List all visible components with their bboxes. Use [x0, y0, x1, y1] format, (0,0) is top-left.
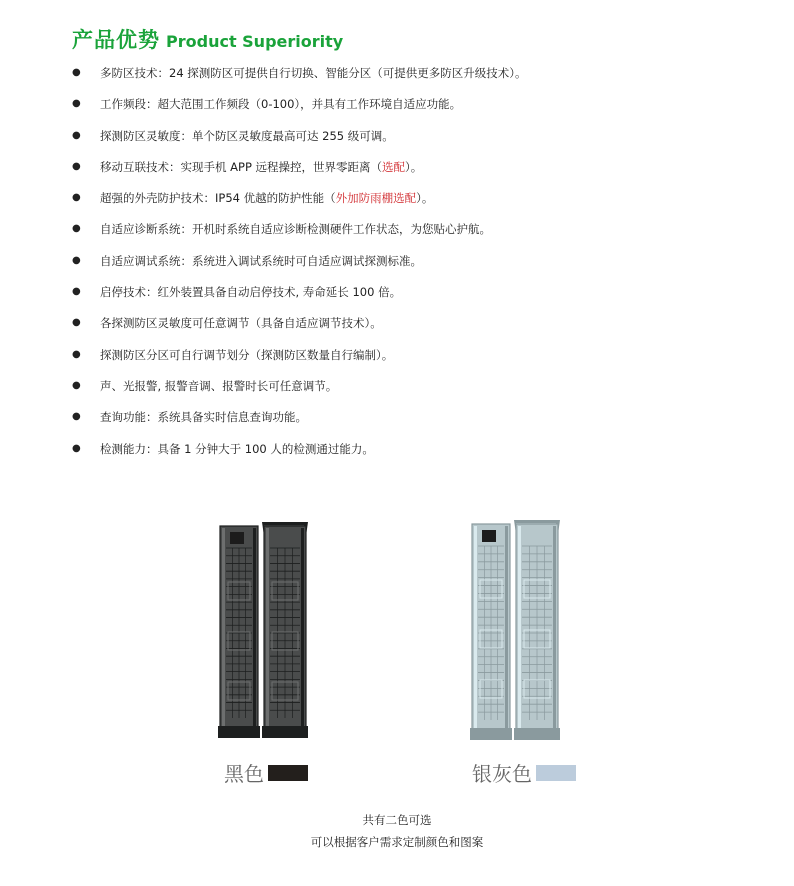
list-item: [72, 406, 527, 437]
product-image-black: [218, 522, 318, 740]
list-item: [72, 93, 527, 124]
feature-text: 工作频段：超大范围工作频段（0-100），并具有工作环境自适应功能。: [100, 97, 462, 112]
footer-line-2: 可以根据客户需求定制颜色和图案: [310, 835, 484, 849]
color-name: 银灰色: [472, 762, 532, 786]
list-item: [72, 375, 527, 406]
color-option-black: [224, 758, 308, 787]
bullet-icon: ●: [72, 379, 81, 391]
section-title-zh: 产品优势: [72, 28, 160, 52]
bullet-icon: ●: [72, 67, 81, 78]
color-swatch: [268, 765, 308, 781]
product-image-silver-gray: [470, 520, 570, 742]
bullet-icon: ●: [72, 411, 81, 423]
feature-text: 自适应诊断系统：开机时系统自适应诊断检测硬件工作状态，为您贴心护航。: [100, 222, 491, 237]
section-title: [72, 24, 343, 54]
walkthrough-metal-detector-black-icon: [218, 522, 318, 740]
bullet-icon: ●: [72, 98, 81, 110]
list-item: [72, 125, 527, 156]
list-item: [72, 312, 527, 343]
list-item: [72, 250, 527, 281]
section-title-en: Product Superiority: [166, 32, 344, 51]
feature-text: 移动互联技术：实现手机 APP 远程操控，世界零距离（选配）。: [100, 159, 423, 174]
feature-text: 查询功能：系统具备实时信息查询功能。: [100, 410, 307, 425]
feature-text: 启停技术：红外装置具备自动启停技术, 寿命延长 100 倍。: [100, 285, 402, 300]
feature-text: 声、光报警, 报警音调、报警时长可任意调节。: [100, 378, 338, 393]
walkthrough-metal-detector-silver-gray-icon: [470, 520, 570, 742]
feature-text: 各探测防区灵敏度可任意调节（具备自适应调节技术）。: [100, 316, 382, 331]
feature-text: 自适应调试系统：系统进入调试系统时可自适应调试探测标准。: [100, 253, 422, 268]
feature-text: 多防区技术：24 探测防区可提供自行切换、智能分区（可提供更多防区升级技术）。: [100, 66, 527, 80]
bullet-icon: ●: [72, 286, 81, 298]
bullet-icon: ●: [72, 223, 81, 235]
list-item: [72, 281, 527, 312]
bullet-icon: ●: [72, 192, 81, 204]
list-item: [72, 187, 527, 218]
bullet-icon: ●: [72, 160, 81, 172]
bullet-icon: ●: [72, 442, 81, 454]
color-swatch: [536, 765, 576, 781]
bullet-icon: ●: [72, 348, 81, 360]
color-option-silver-gray: [472, 758, 576, 787]
list-item: [72, 344, 527, 375]
feature-text: 探测防区灵敏度：单个防区灵敏度最高可达 255 级可调。: [100, 128, 394, 143]
bullet-icon: ●: [72, 129, 81, 141]
feature-text: 探测防区分区可自行调节划分（探测防区数量自行编制）。: [100, 347, 394, 362]
feature-text: 检测能力：具备 1 分钟大于 100 人的检测通过能力。: [100, 441, 374, 456]
list-item: [72, 62, 527, 93]
bullet-icon: ●: [72, 317, 81, 329]
feature-text: 超强的外壳防护技术：IP54 优越的防护性能（外加防雨棚选配）。: [100, 191, 434, 206]
feature-list: [72, 62, 527, 469]
list-item: [72, 438, 527, 469]
bullet-icon: ●: [72, 254, 81, 266]
footer-line-1: 共有二色可选: [362, 813, 432, 827]
list-item: [72, 156, 527, 187]
color-name: 黑色: [224, 762, 264, 786]
list-item: [72, 218, 527, 249]
